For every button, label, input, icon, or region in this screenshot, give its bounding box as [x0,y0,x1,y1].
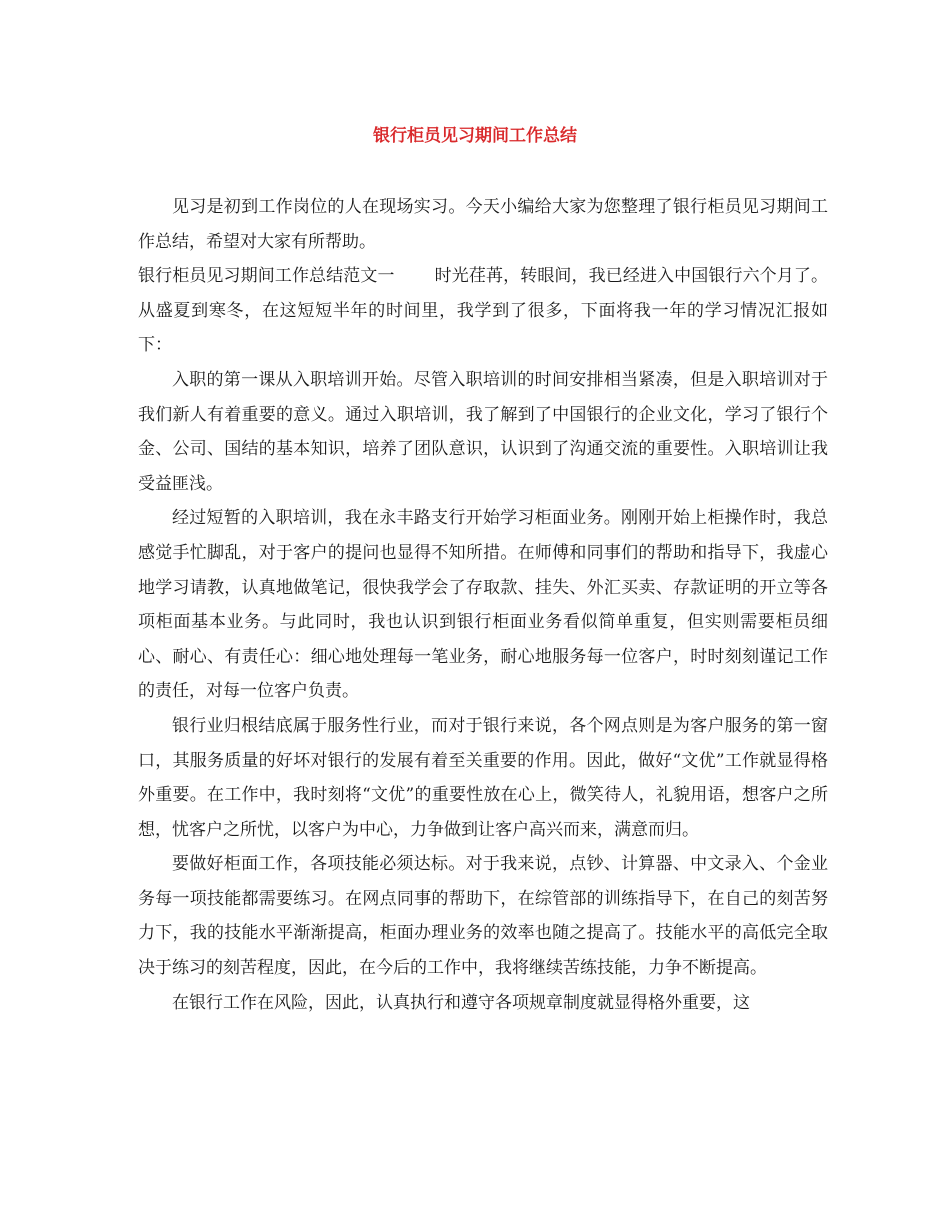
body-paragraph-skills: 要做好柜面工作，各项技能必须达标。对于我来说，点钞、计算器、中文录入、个金业务每一项技能都需要练习。在网点同事的帮助下，在综管部的训练指导下，在自己的刻苦努力下，我的技能水平渐渐提高，柜面办理业务的效率也随之提高了。技能水平的高低完全取决于练习的刻苦程度，因此，在今后的工作中，我将继续苦练技能，力争不断提高。 [138,854,828,979]
sample-lead: 时光荏苒，转眼间，我已经进入中国银行六个月了。从盛夏到寒冬，在这短短半年的时间里，我学到了很多，下面将我一年的学习情况汇报如下： [138,266,828,356]
document-title: 银行柜员见习期间工作总结 [373,126,577,146]
body-paragraph-service: 银行业归根结底属于服务性行业，而对于银行来说，各个网点则是为客户服务的第一窗口，其服务质量的好坏对银行的发展有着至关重要的作用。因此，做好“文优”工作就显得格外重要。在工作中，我时刻将“文优”的重要性放在心上，微笑待人，礼貌用语，想客户之所想，忧客户之所忧，以客户为中心，力争做到让客户高兴而来，满意而归。 [138,715,828,840]
sample-paragraph [138,259,828,363]
body-paragraph-counter: 经过短暂的入职培训，我在永丰路支行开始学习柜面业务。刚刚开始上柜操作时，我总感觉手忙脚乱，对于客户的提问也显得不知所措。在师傅和同事们的帮助和指导下，我虚心地学习请教，认真地做笔记，很快我学会了存取款、挂失、外汇买卖、存款证明的开立等各项柜面基本业务。与此同时，我也认识到银行柜面业务看似简单重复，但实则需要柜员细心、耐心、有责任心：细心地处理每一笔业务，耐心地服务每一位客户，时时刻刻谨记工作的责任，对每一位客户负责。 [138,508,828,702]
sample-heading: 银行柜员见习期间工作总结范文一 [138,266,395,287]
body-paragraph-training: 入职的第一课从入职培训开始。尽管入职培训的时间安排相当紧凑，但是入职培训对于我们新人有着重要的意义。通过入职培训，我了解到了中国银行的企业文化，学习了银行个金、公司、国结的基本知识，培养了团队意识，认识到了沟通交流的重要性。入职培训让我受益匪浅。 [138,369,828,494]
body-paragraph-risk: 在银行工作在风险，因此，认真执行和遵守各项规章制度就显得格外重要，这 [172,992,750,1013]
intro-paragraph: 见习是初到工作岗位的人在现场实习。今天小编给大家为您整理了银行柜员见习期间工作总结，希望对大家有所帮助。 [138,197,828,252]
document-body [138,190,828,1020]
